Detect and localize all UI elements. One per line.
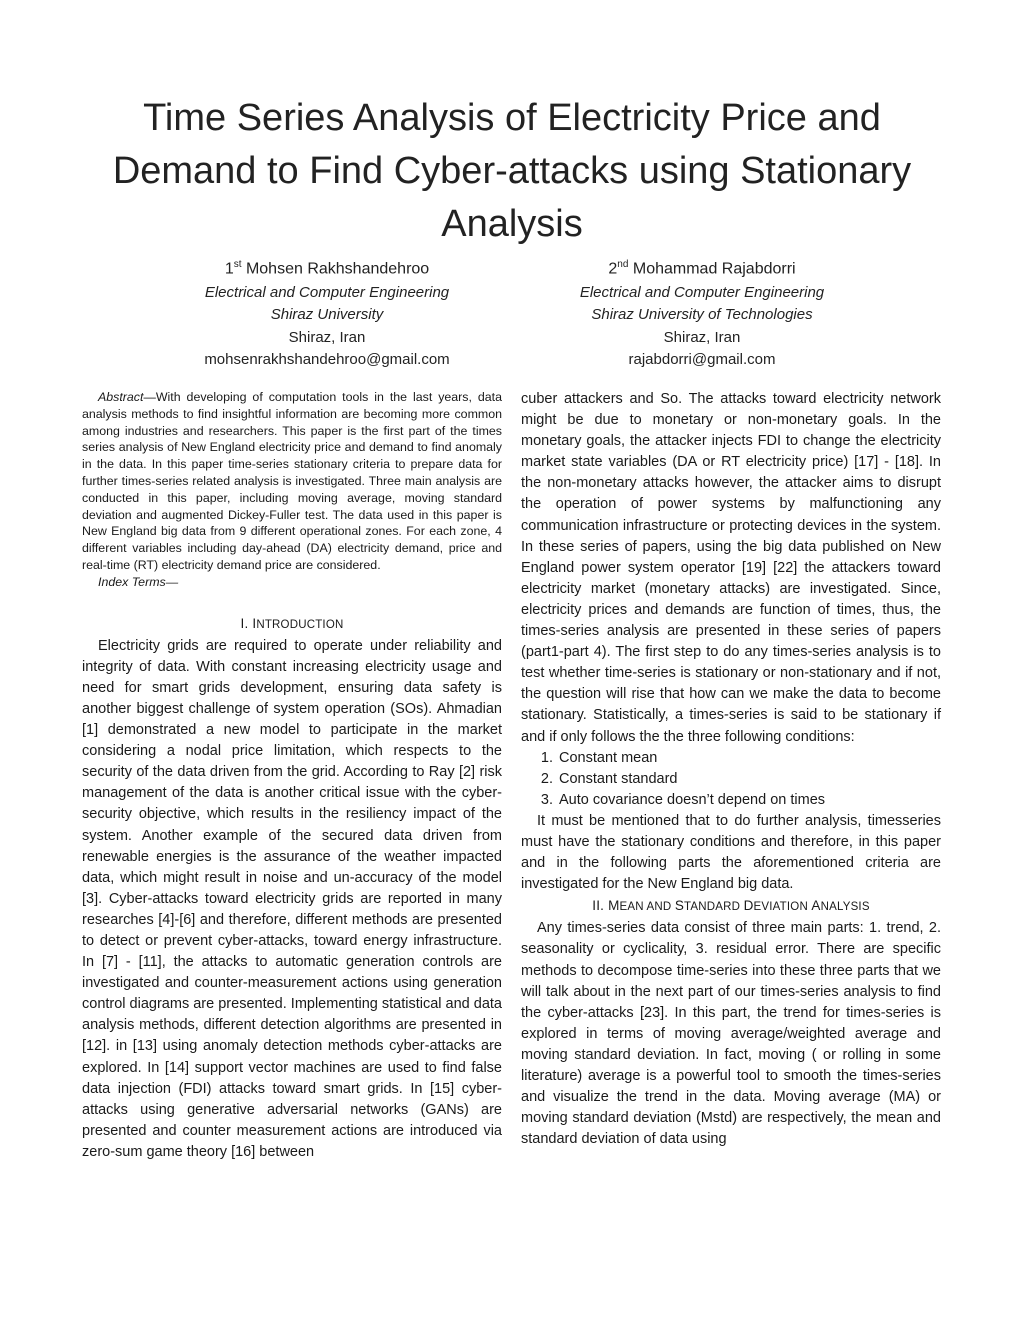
list-item: 1. Constant mean: [557, 748, 941, 769]
intro-paragraph-2: It must be mentioned that to do further analysis, timesseries must have the stationary conditions and therefore, in this paper and in the following parts the aforementioned criteria are investigated for the New England big data.: [521, 812, 941, 893]
mean-std-paragraph: Any times-series data consist of three main parts: 1. trend, 2. seasonality or cyclicality, 3. residual error. There are specific methods to decompose time-series into these three parts that we will talk about in the next part of our times-series analysis to find the cyber-attacks [23]. In this part, the trend for times-series is explored in terms of moving average/weighted average and moving standard deviation. In fact, moving ( or rolling in some literature) average is a powerful tool to smooth the times-series and visualize the trend in the data. Moving average (MA) or moving standard deviation (Mstd) are respectively, the mean and standard deviation of data using: [521, 920, 941, 1148]
index-terms: Index Terms—: [98, 574, 179, 589]
abstract-text: —With developing of computation tools in the last years, data analysis methods to find insightful information are becoming more common among industries and researchers. This paper is the first part of the times series analysis of New England electricity price and demand to find anomaly in the data. In this paper time-series stationary criteria to prepare data for further times-series related analysis is investigated. Three main analysis are conducted in this paper, including moving average, moving standard deviation and augmented Dickey-Fuller test. The data used in this paper is New England big data from 9 different operational zones. For each zone, 4 different variables including day-ahead (DA) electricity demand, price and real-time (RT) electricity demand price are considered.: [82, 390, 502, 572]
section-heading-mean-std: II. MEAN AND STANDARD DEVIATION ANALYSIS: [592, 898, 870, 914]
abstract-label: Abstract: [98, 390, 144, 404]
left-column: [82, 389, 502, 1163]
right-column: [521, 389, 941, 1150]
author-name: 2nd Mohammad Rajabdorri: [608, 259, 796, 278]
stationarity-conditions-list: [521, 748, 941, 811]
abstract: [82, 389, 502, 574]
author-email: rajabdorri@gmail.com: [628, 351, 776, 369]
author-block-1: [147, 254, 507, 372]
author-block-2: [522, 254, 882, 372]
author-name: 1st Mohsen Rakhshandehroo: [224, 259, 430, 278]
author-location: Shiraz, Iran: [288, 328, 366, 346]
list-item: 2. Constant standard: [557, 769, 941, 790]
author-location: Shiraz, Iran: [663, 328, 741, 346]
section-heading-introduction: I. INTRODUCTION: [240, 615, 344, 631]
intro-paragraph-continued: cuber attackers and So. The attacks toward electricity network might be due to monetary or non-monetary goals. In the monetary goals, the attacker injects FDI to change the electricity market state variables (DA or RT electricity price) [17] - [18]. In the non-monetary attacks however, the attacker aims to disrupt the operation of power systems by malfunctioning any communication infrastructure or protecting devices in the system. In these series of papers, using the big data published on New England power system operator [19] [22] the attackers toward electricity market (monetary attacks) are investigated. Since, electricity prices and demands are function of times, thus, the times-series analysis are presented in these series of papers (part1-part 4). The first step to do any times-series analysis is to test whether time-series is stationary or non-stationary and if not, the question will rise that how can we make the data to become stationary. Statistically, a times-series is said to be stationary if and if only follows the the three following conditions:: [521, 391, 941, 745]
paper-title: Time Series Analysis of Electricity Price and Demand to Find Cyber-attacks using Stationary Analysis: [112, 97, 912, 245]
author-department: Electrical and Computer Engineering: [579, 283, 825, 301]
author-department: Electrical and Computer Engineering: [204, 283, 450, 301]
author-university: Shiraz University of Technologies: [591, 306, 813, 324]
author-university: Shiraz University: [270, 306, 384, 324]
list-item: 3. Auto covariance doesn’t depend on times: [557, 790, 941, 811]
intro-paragraph: Electricity grids are required to operate under reliability and integrity of data. With constant increasing electricity usage and need for smart grids development, ensuring data safety is another biggest challenge of system operation (SOs). Ahmadian [1] demonstrated a new model to participate in the market considering a nodal price limitation, which respects to the security of the data driven from the grid. According to Ray [2] risk management of the data is another critical issue with the cyber-security objective, which results in the resiliency impact of the system. Another example of the secured data driven from renewable energies is the assurance of the weather impacted data, which might result in noise and un-accuracy of the model [3]. Cyber-attacks toward electricity grids are reported in many researches [4]-[6] and therefore, different methods are presented to detect or prevent cyber-attacks, toward energy infrastructure. In [7] - [11], the attacks to automatic generation controls are investigated and counter-measurement actions using generation control diagrams are presented. Implementing statistical and data analysis methods, different detection algorithms are presented in [12]. in [13] using anomaly detection methods cyber-attacks are explored. In [14] support vector machines are used to find false data injection (FDI) attacks toward smart grids. In [15] cyber-attacks using generative adversarial networks (GANs) are presented and counter measurement actions are introduced via zero-sum game theory [16] between: [82, 637, 502, 1160]
author-email: mohsenrakhshandehroo@gmail.com: [204, 351, 450, 369]
